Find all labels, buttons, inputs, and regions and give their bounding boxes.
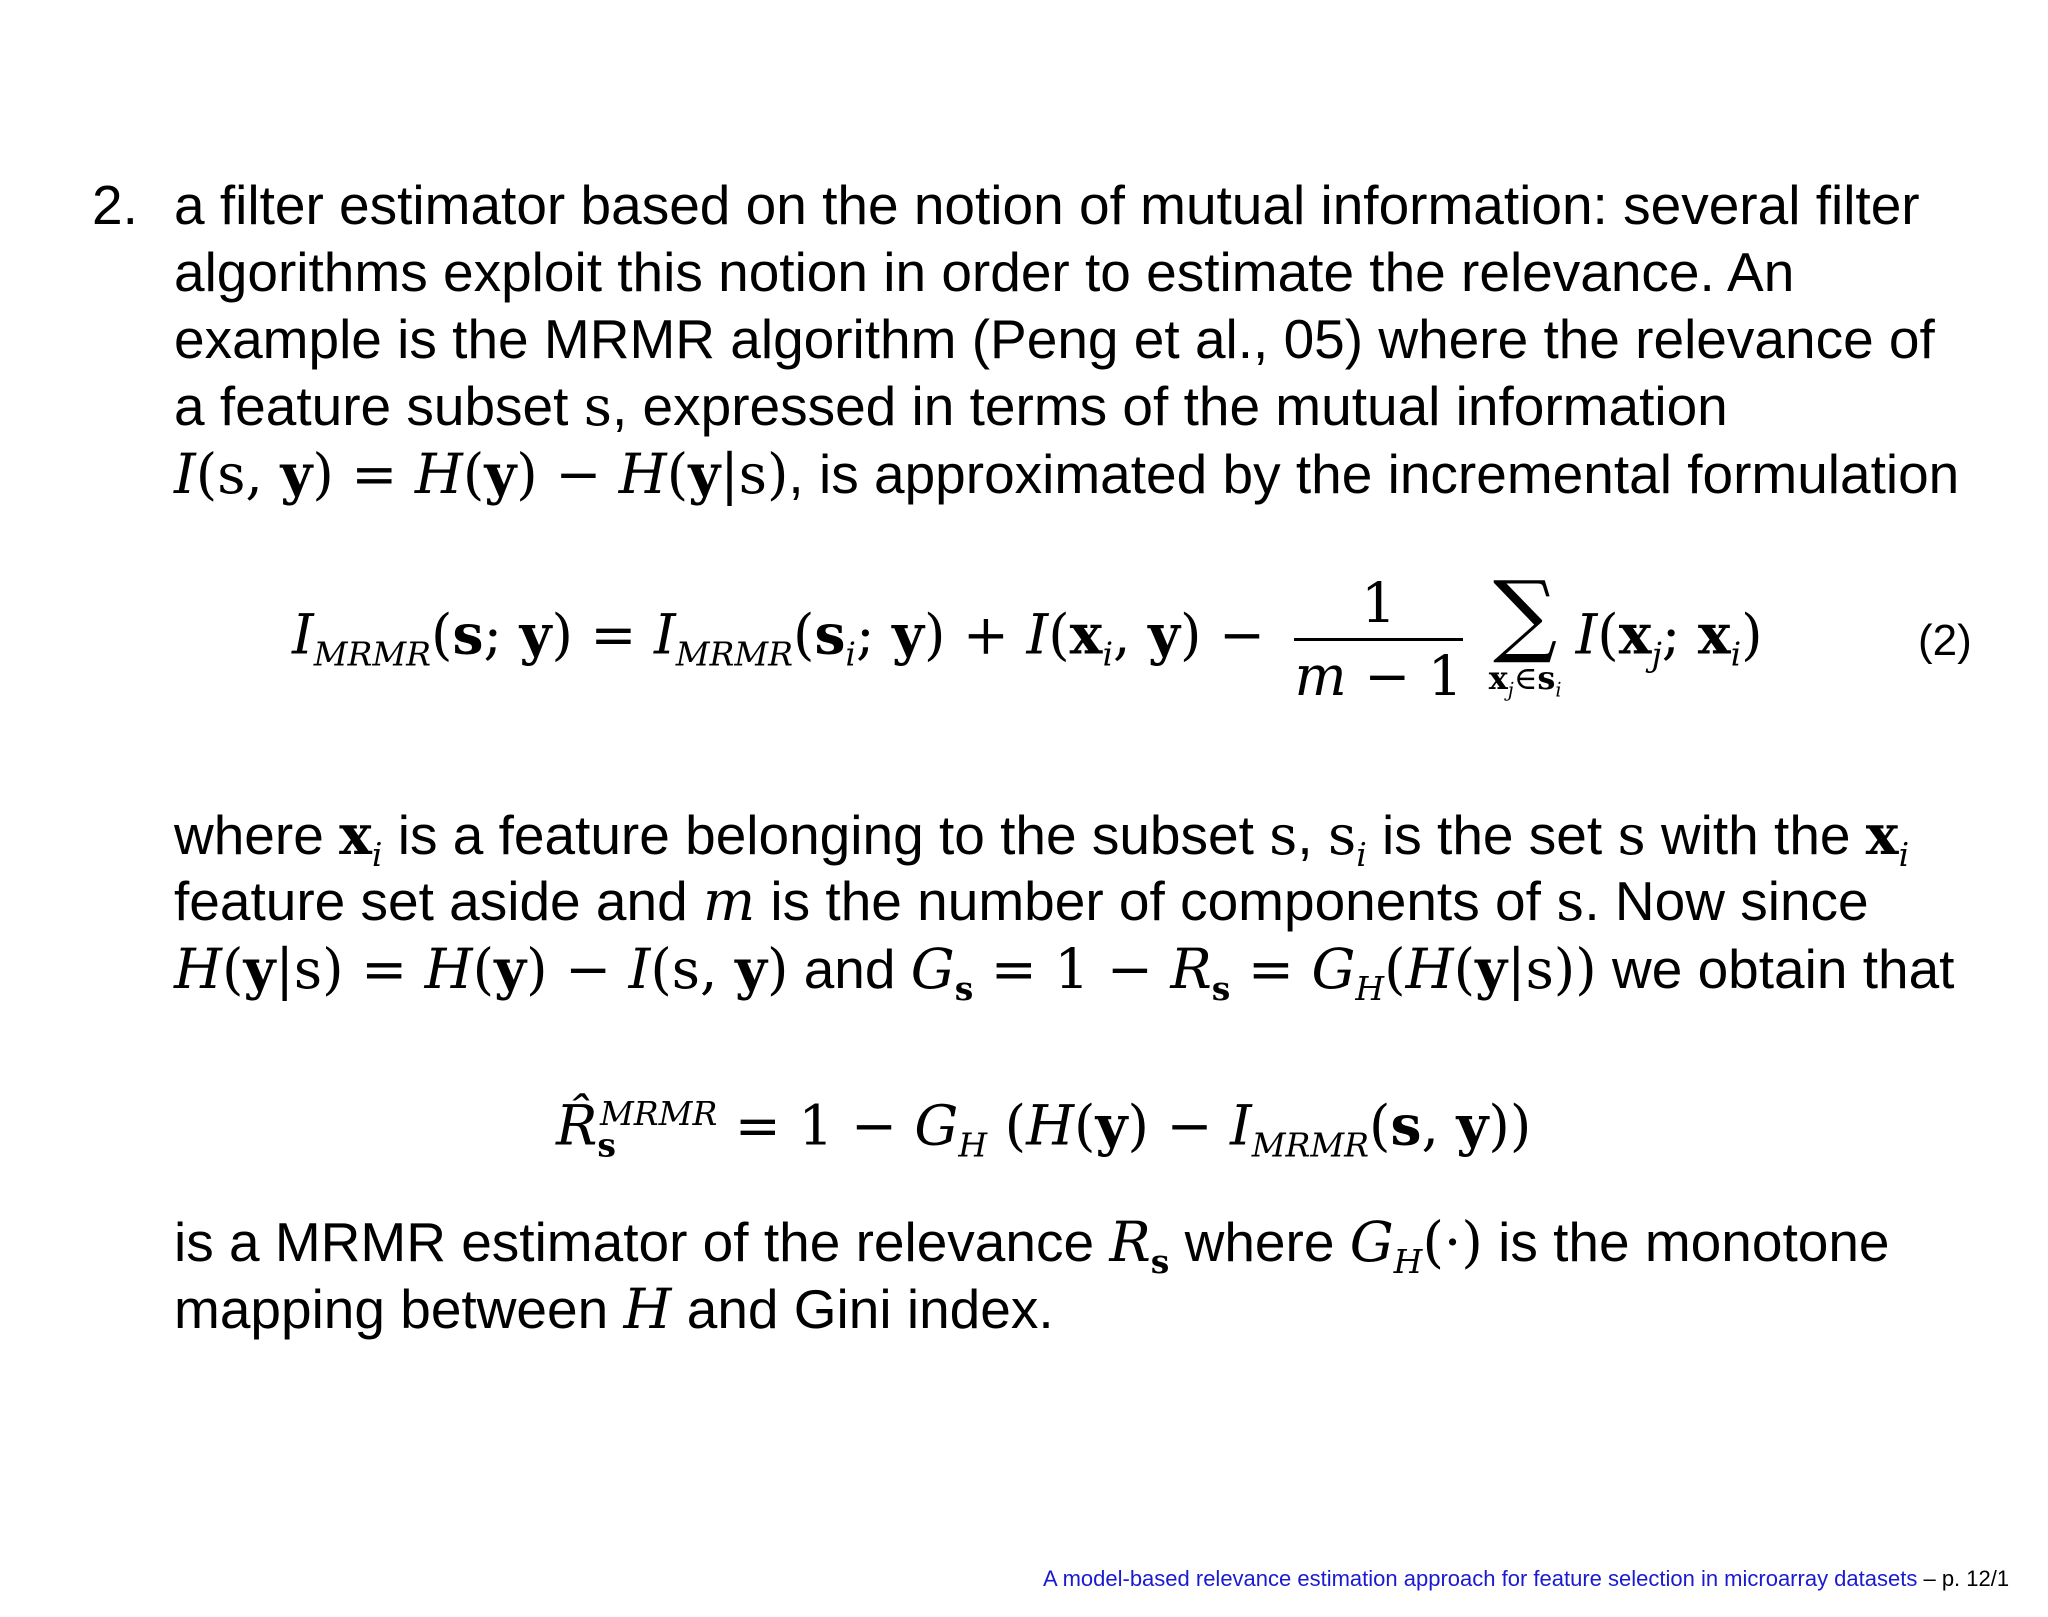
paragraph3-line1: is a MRMR estimator of the relevance $R_s$ where $G_H(\cdot)$ is the monotone [174, 1210, 1890, 1281]
paragraph1-line2 [174, 239, 2048, 306]
footer-page: – p. 12/1 [1917, 1566, 2010, 1591]
equation-2: $I_{MRMR}(s$; $y) = I_{MRMR}(s_i$; $y) + I(x_i$, y) − $\frac{1}{m - 1}$ ∑ $x_j\in s_i$ $I(x_j$; $x_i$) [292, 568, 1763, 711]
text-p2-l1a: where [174, 804, 340, 866]
item-number: 2. [92, 174, 138, 236]
text-p3-l1b: where [1169, 1211, 1350, 1273]
math-s: s [583, 374, 612, 438]
item-body [174, 172, 2048, 507]
text-p3-l1c: is the monotone [1482, 1211, 1890, 1273]
text-p2-l2a: feature set aside and [174, 870, 703, 932]
text-p2-l1b: is a feature belonging to the subset [382, 804, 1270, 866]
text-p1-l4b: , expressed in terms of the mutual information [611, 375, 1728, 437]
text-p2-l3d: we obtain that [1596, 938, 1955, 1000]
paragraph2-body [174, 801, 2048, 1008]
text-p1-l4a: a feature subset [174, 375, 584, 437]
text-p1-l2: algorithms exploit this notion in order to estimate the relevance. An [174, 241, 1795, 303]
paragraph2-line3: H(y|s) = H(y) − I(s, y) and $G_s = 1 - R_s = G_H(H(y|s))$ we obtain that [174, 936, 1955, 1008]
slide-footer [1043, 1566, 2009, 1592]
text-p2-l2c: . Now since [1584, 870, 1869, 932]
text-p1-l1: a filter estimator based on the notion of mutual information: several filter [174, 174, 1920, 236]
summation: ∑ $x_j\in s_i$ [1488, 562, 1562, 702]
text-p1-l5b: , is approximated by the incremental formulation [788, 443, 1960, 505]
text-p3-l1a: is a MRMR estimator of the relevance [174, 1211, 1110, 1273]
paragraph1-line4 [174, 373, 2048, 440]
text-p2-l1c: , [1297, 804, 1328, 866]
text-p2-l2b: is the number of components of [755, 870, 1557, 932]
text-p3-l2b: and Gini index. [671, 1278, 1054, 1340]
footer-title: A model-based relevance estimation approach for feature selection in microarray datasets [1043, 1566, 1918, 1591]
paragraph3-body [174, 1209, 2048, 1343]
math-mutual-info-def: I [174, 442, 196, 506]
text-p2-l1d: is the set [1366, 804, 1618, 866]
equation-number: (2) [1918, 616, 1972, 665]
paragraph2-line1: where $x_i$ is a feature belonging to the subset s, $s_i$ is the set s with the $x_i$ [174, 802, 1910, 874]
text-p3-l2a: mapping between [174, 1278, 624, 1340]
paragraph3-line2: mapping between H and Gini index. [174, 1277, 1054, 1341]
paragraph1-line5: I(s, y) = H(y) − H(y|s), is approximated by the incremental formulation [174, 441, 1960, 506]
paragraph1-line1 [174, 172, 2048, 239]
text-p2-l3b: and [788, 938, 911, 1000]
paragraph1-line3 [174, 306, 2048, 373]
equation-estimator: $R̂_s^{MRMR} = 1 - G_H$ ($H(y) - I_{MRMR}(s$, y)) [556, 1092, 1532, 1165]
fraction: $\frac{1}{m - 1}$ [1294, 568, 1462, 711]
text-p1-l3: example is the MRMR algorithm (Peng et al., 05) where the relevance of [174, 308, 1935, 370]
text-p2-l1e: with the [1645, 804, 1866, 866]
paragraph2-line2: feature set aside and m is the number of components of s. Now since [174, 869, 1869, 933]
